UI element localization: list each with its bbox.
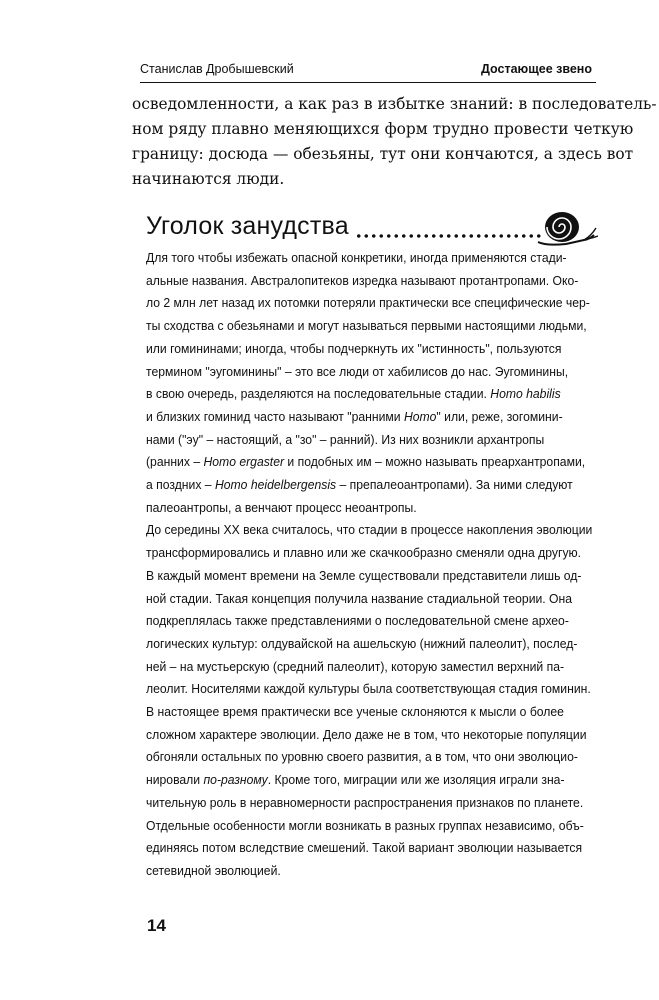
text-segment: В настоящее время практически все ученые склоняются к мысли о более xyxy=(146,704,564,720)
title-dotted-leader xyxy=(355,233,543,239)
box-line xyxy=(146,656,574,679)
box-line xyxy=(146,429,574,452)
box-line xyxy=(146,315,587,338)
text-segment: нами ("эу" – настоящий, а "зо" – ранний). Из них возникли архантропы xyxy=(146,431,545,447)
box-line xyxy=(146,451,586,474)
intro-paragraph xyxy=(132,92,657,192)
text-segment: сетевидной эволюцией. xyxy=(146,862,281,878)
box-line xyxy=(146,701,574,724)
intro-line: осведомленности, а как раз в избытке знаний: в последователь- xyxy=(132,95,657,113)
text-segment: В каждый момент времени на Земле существовали представители лишь од- xyxy=(146,567,582,583)
box-title: Уголок занудства xyxy=(146,212,349,240)
box-line xyxy=(146,565,582,588)
box-line xyxy=(146,815,584,838)
text-segment: обгоняли остальных по уровню своего развития, а в том, что они эволюцио- xyxy=(146,749,578,765)
box-body-text xyxy=(146,247,593,883)
text-segment: ной стадии. Такая концепция получила название стадиальной теории. Она xyxy=(146,590,573,606)
intro-line: начинаются люди. xyxy=(132,170,285,188)
text-segment: и близких гоминид часто называют "ранними xyxy=(146,408,404,424)
box-line xyxy=(146,792,584,815)
intro-line: ном ряду плавно меняющихся форм трудно провести четкую xyxy=(132,120,634,138)
box-line xyxy=(146,497,574,520)
text-segment: " или, реже, зогомини- xyxy=(436,408,563,424)
text-segment: ты сходства с обезьянами и могут называться первыми настоящими людьми, xyxy=(146,318,587,334)
text-segment: До середины XX века считалось, что стадии в процессе накопления эволюции xyxy=(146,522,593,538)
box-line xyxy=(146,746,578,769)
italic-term: Homo heidelbergensis xyxy=(214,477,337,493)
header-rule xyxy=(140,82,596,83)
box-line xyxy=(146,678,591,701)
text-segment: и подобных им – можно называть преархантропами, xyxy=(284,454,586,470)
text-segment: в свою очередь, разделяются на последовательные стадии. xyxy=(146,386,491,402)
box-line xyxy=(146,542,582,565)
text-segment: чительную роль в неравномерности распространения признаков по планете. xyxy=(146,794,584,810)
box-line xyxy=(146,837,583,860)
text-segment: термином "эугоминины" – это все люди от хабилисов до нас. Эугоминины, xyxy=(146,363,569,379)
text-segment: трансформировались и плавно или же скачкообразно сменяли одна другую. xyxy=(146,545,582,561)
text-segment: ло 2 млн лет назад их потомки потеряли практически все специфические чер- xyxy=(146,295,590,311)
box-line xyxy=(146,338,574,361)
text-segment: сложном характере эволюции. Дело даже не в том, что некоторые популяции xyxy=(146,726,587,742)
box-line xyxy=(146,588,574,611)
text-segment: . Кроме того, миграции или же изоляция играли зна- xyxy=(267,772,565,788)
text-segment: нировали xyxy=(146,772,204,788)
italic-term: Homo ergaster xyxy=(203,454,285,470)
running-header xyxy=(140,62,592,82)
snail-icon xyxy=(536,206,598,248)
text-segment: единяясь потом вследствие смешений. Такой вариант эволюции называется xyxy=(146,840,583,856)
text-segment: (ранних – xyxy=(146,454,204,470)
text-segment: подкреплялась также представлениями о последовательной смене архео- xyxy=(146,613,569,629)
box-line xyxy=(146,474,574,497)
text-segment: – препалеоантропами). За ними следуют xyxy=(336,477,573,493)
box-line xyxy=(146,406,574,429)
box-line xyxy=(146,361,574,384)
text-segment: Отдельные особенности могли возникать в разных группах независимо, объ- xyxy=(146,817,584,833)
box-line xyxy=(146,769,574,792)
text-segment: палеоантропы, а венчают процесс неоантропы. xyxy=(146,499,417,515)
text-segment: логических культур: олдувайской на ашельскую (нижний палеолит), послед- xyxy=(146,635,578,651)
text-segment: или гомининами; иногда, чтобы подчеркнуть их "истинность", пользуются xyxy=(146,340,562,356)
text-segment: ней – на мустьерскую (средний палеолит), которую заместил верхний па- xyxy=(146,658,565,674)
box-line xyxy=(146,383,574,406)
text-segment: альные названия. Австралопитеков изредка называют протантропами. Око- xyxy=(146,272,579,288)
intro-line: границу: досюда — обезьяны, тут они кончаются, а здесь вот xyxy=(132,145,634,163)
box-line xyxy=(146,270,579,293)
header-author: Станислав Дробышевский xyxy=(140,62,294,76)
text-segment: леолит. Носителями каждой культуры была соответствующая стадия гоминин. xyxy=(146,681,591,697)
box-line xyxy=(146,292,590,315)
header-book-title: Достающее звено xyxy=(480,62,592,76)
text-segment: а поздних – xyxy=(146,477,215,493)
box-line xyxy=(146,519,593,542)
text-segment: Для того чтобы избежать опасной конкретики, иногда применяются стади- xyxy=(146,250,567,265)
box-line xyxy=(146,633,578,656)
box-line xyxy=(146,724,587,747)
italic-term: Homo xyxy=(403,408,437,424)
italic-term: Homo habilis xyxy=(490,386,561,402)
page-number: 14 xyxy=(147,916,166,935)
box-line xyxy=(146,247,574,270)
box-line xyxy=(146,860,574,883)
box-line xyxy=(146,610,574,633)
italic-term: по-разному xyxy=(203,772,268,788)
